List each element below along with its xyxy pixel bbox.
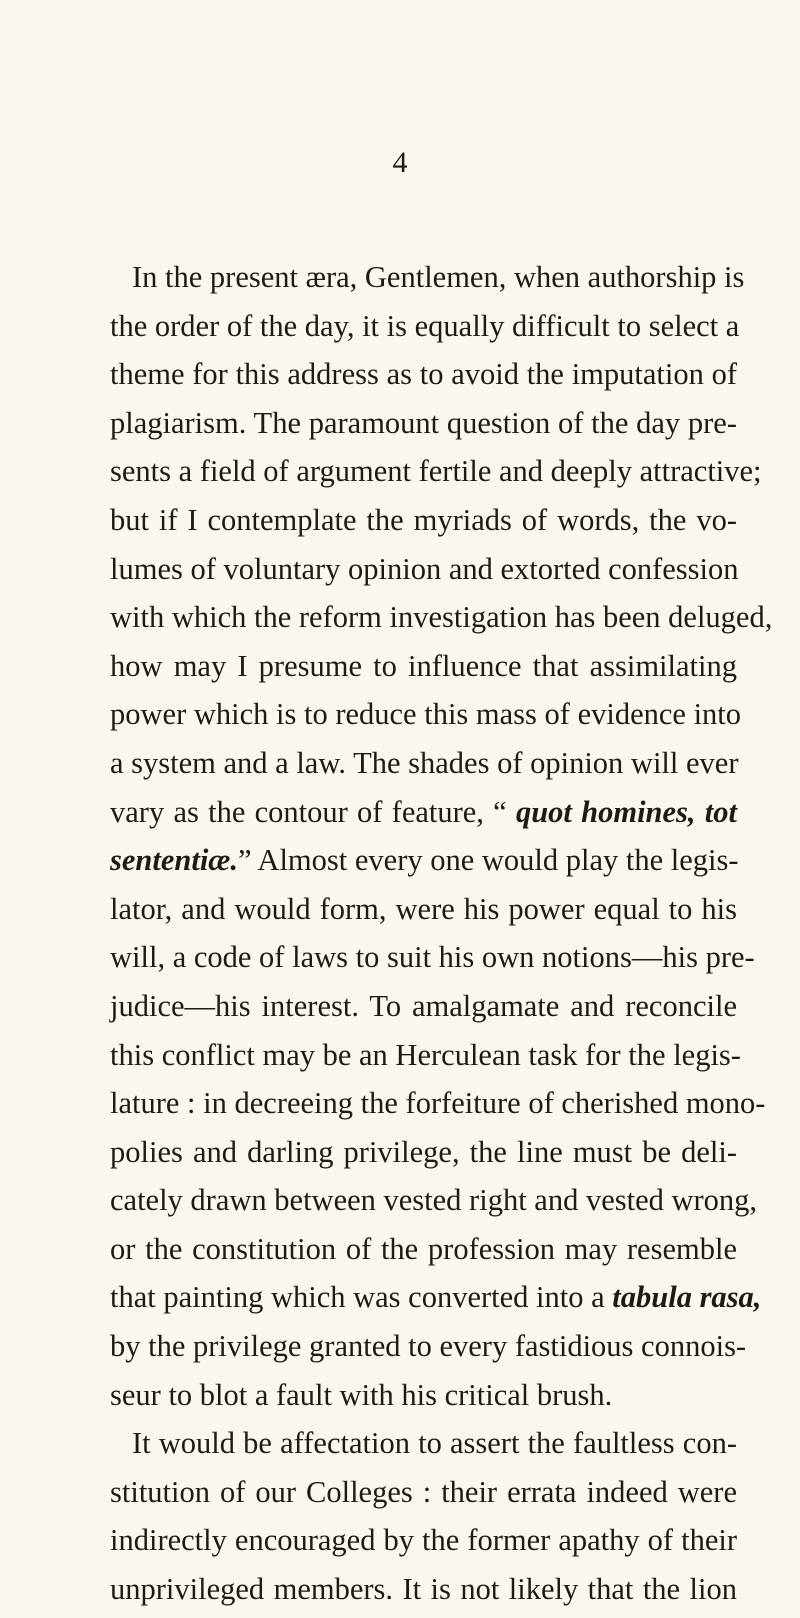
text-line [110,1277,762,1326]
text-run: that painting which was converted into a [110,1280,613,1315]
text-line: judice—his interest. To amalgamate and reconcile [110,988,737,1023]
text-line: lumes of voluntary opinion and extorted confession [110,551,739,586]
text-run: vary as the contour of feature, “ [110,794,516,829]
text-line: seur to blot a fault with his critical brush. [110,1377,613,1412]
text-run: ” Almost every one would play the legis- [237,843,739,878]
text-line: the order of the day, it is equally difficult to select a [110,308,740,343]
text-line: polies and darling privilege, the line must be deli- [110,1134,737,1169]
text-line: sents a field of argument fertile and deeply attractive; [110,454,762,489]
text-line: will, a code of laws to suit his own notions—his pre- [110,940,755,975]
text-line: unprivileged members. It is not likely that the lion [110,1572,737,1607]
latin-phrase: quot homines, tot [515,794,737,829]
latin-phrase: tabula rasa, [612,1280,762,1315]
text-line: how may I presume to influence that assimilating [110,648,737,683]
text-line: power which is to reduce this mass of evidence into [110,697,742,732]
text-line [110,792,737,841]
text-line: or the constitution of the profession may resemble [110,1231,737,1266]
text-line: In the present æra, Gentlemen, when authorship is [132,260,745,294]
text-line: but if I contemplate the myriads of words, the vo- [110,502,737,537]
text-line: lator, and would form, were his power equal to his [110,891,737,926]
body-text [110,257,773,1618]
text-line [110,840,737,889]
text-line: this conflict may be an Herculean task for the legis- [110,1037,741,1072]
text-line: with which the reform investigation has been deluged, [110,600,773,635]
text-line: cately drawn between vested right and vested wrong, [110,1183,758,1218]
text-line: by the privilege granted to every fastidious connois- [110,1329,747,1364]
page-number: 4 [392,146,408,179]
text-line: theme for this address as to avoid the imputation of [110,357,737,392]
text-line: lature : in decreeing the forfeiture of cherished mono- [110,1086,766,1121]
text-line: It would be affectation to assert the faultless con- [132,1426,737,1461]
latin-phrase: sententiæ. [110,843,238,878]
text-line: indirectly encouraged by the former apathy of their [110,1523,737,1558]
text-line: stitution of our Colleges : their errata indeed were [110,1474,737,1509]
text-line: plagiarism. The paramount question of the day pre- [110,405,737,440]
text-line: a system and a law. The shades of opinion will ever [110,745,739,780]
